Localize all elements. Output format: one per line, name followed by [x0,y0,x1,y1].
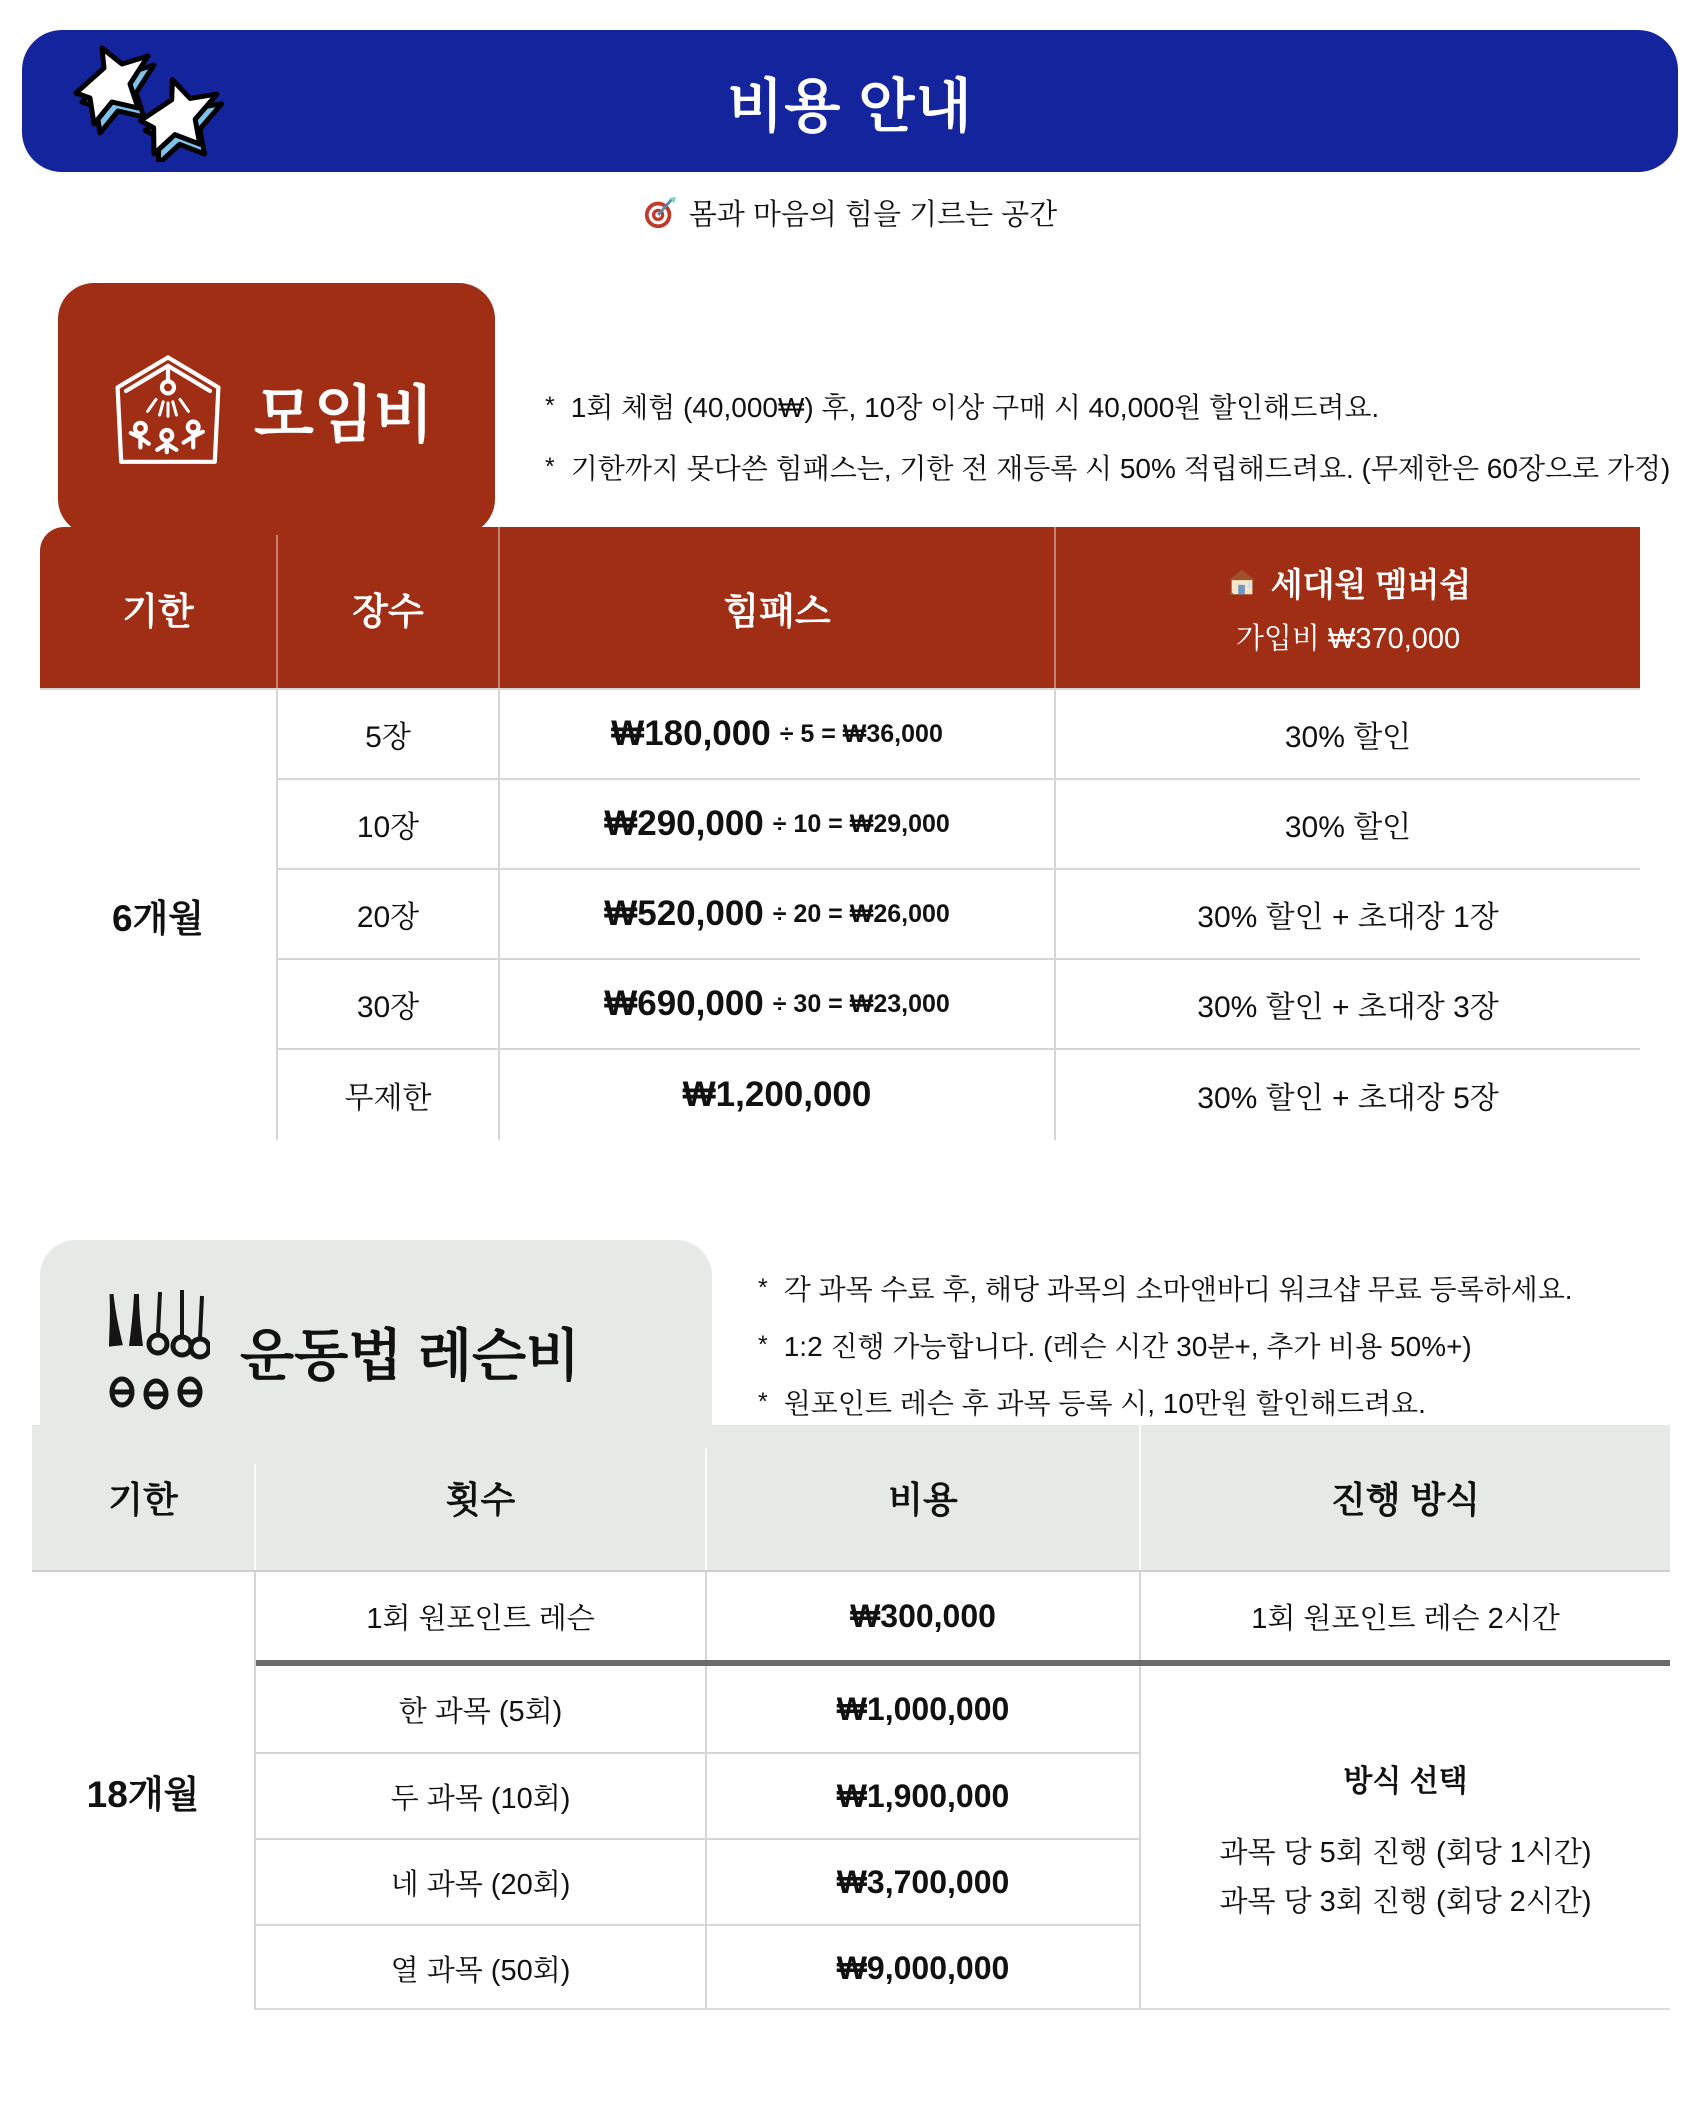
meeting-fee-section-box [58,283,495,535]
benefit-cell: 30% 할인 + 초대장 5장 [1197,1082,1499,1115]
header-cell-price: 비용 [707,1425,1141,1570]
header-cell-count: 횟수 [256,1425,707,1570]
asterisk-bullet: * [545,452,555,481]
price-cell: ₩9,000,000 [707,1924,1141,2010]
price-cell: ₩1,200,000 [500,1050,1056,1140]
page-subtitle [0,192,1700,233]
asterisk-bullet: * [545,392,555,420]
header-cell-duration: 기한 [32,1425,256,1570]
paper-doves-icon [60,40,235,162]
meeting-fee-title: 모임비 [254,380,434,450]
price-cell: ₩690,000 ÷ 30 = ₩23,000 [500,960,1056,1050]
duration-cell: 6개월 [40,690,278,1140]
note-line: * 1회 체험 (40,000₩) 후, 10장 이상 구매 시 40,000원 할인해드려요. [545,392,1380,423]
price-cell: ₩3,700,000 [707,1838,1141,1924]
note-line: * 기한까지 못다쓴 힘패스는, 기한 전 재등록 시 50% 적립해드려요. (무제한은 60장으로 가정) [545,452,1671,484]
lesson-fee-notes [758,1272,1573,1443]
count-cell: 한 과목 (5회) [256,1666,707,1752]
lesson-fee-section-box [40,1240,712,1464]
count-cell: 열 과목 (50회) [256,1924,707,2010]
method-cell: 1회 원포인트 레슨 2시간 [1251,1602,1560,1635]
header-cell-method: 진행 방식 [1330,1479,1481,1520]
count-cell: 5장 [278,690,500,780]
dart-target-icon [643,196,677,230]
meeting-fee-table-header [40,527,1640,690]
price-cell: ₩1,900,000 [707,1752,1141,1838]
benefit-cell: 30% 할인 + 초대장 1장 [1056,870,1640,960]
count-cell: 두 과목 (10회) [256,1752,707,1838]
count-cell: 30장 [278,960,500,1050]
note-line: * 1:2 진행 가능합니다. (레슨 시간 30분+, 추가 비용 50%+) [758,1330,1472,1362]
lesson-fee-table [32,1425,1670,2010]
meeting-fee-table [40,527,1640,1140]
method-select-title: 방식 선택 [1343,1765,1468,1798]
header-bar [22,30,1678,172]
house-stamp-icon [108,349,228,469]
count-cell: 10장 [278,780,500,870]
asterisk-bullet: * [758,1387,768,1416]
note-line: * 원포인트 레슨 후 과목 등록 시, 10만원 할인해드려요. [758,1387,1426,1419]
page-title: 비용 안내 [727,74,973,139]
price-cell: ₩300,000 [707,1572,1141,1660]
method-select-cell [1141,1666,1670,2010]
duration-cell: 18개월 [32,1572,256,2010]
price-cell: ₩180,000 ÷ 5 = ₩36,000 [500,690,1056,780]
price-cell: ₩1,000,000 [707,1666,1141,1752]
subtitle-text: 몸과 마음의 힘을 기르는 공간 [688,199,1058,231]
method-option: 과목 당 3회 진행 (회당 2시간) [1219,1886,1592,1918]
count-cell: 1회 원포인트 레슨 [256,1572,707,1660]
count-cell: 20장 [278,870,500,960]
header-cell-pass: 힘패스 [500,527,1056,688]
price-cell: ₩520,000 ÷ 20 = ₩26,000 [500,870,1056,960]
lesson-fee-table-body [32,1572,1670,2010]
price-cell: ₩290,000 ÷ 10 = ₩29,000 [500,780,1056,870]
asterisk-bullet: * [758,1330,768,1359]
benefit-cell: 30% 할인 + 초대장 3장 [1056,960,1640,1050]
header-cell-count: 장수 [278,527,500,688]
header-cell-duration: 기한 [40,527,278,688]
benefit-cell: 30% 할인 [1056,780,1640,870]
header-cell-membership: 세대원 멤버쉽 가입비 ₩370,000 [1056,527,1640,688]
count-cell: 무제한 [278,1050,500,1140]
membership-join-fee: 가입비 ₩370,000 [1235,622,1461,655]
method-option: 과목 당 5회 진행 (회당 1시간) [1219,1837,1592,1869]
count-cell: 네 과목 (20회) [256,1838,707,1924]
benefit-cell: 30% 할인 [1056,690,1640,780]
exercise-tools-icon [98,1288,210,1416]
meeting-fee-table-body [40,690,1640,1140]
note-line: * 각 과목 수료 후, 해당 과목의 소마앤바디 워크샵 무료 등록하세요. [758,1274,1573,1305]
meeting-fee-notes [545,390,1670,512]
lesson-fee-title: 운동법 레슨비 [240,1324,581,1387]
house-icon [1225,565,1259,599]
asterisk-bullet: * [758,1274,768,1302]
